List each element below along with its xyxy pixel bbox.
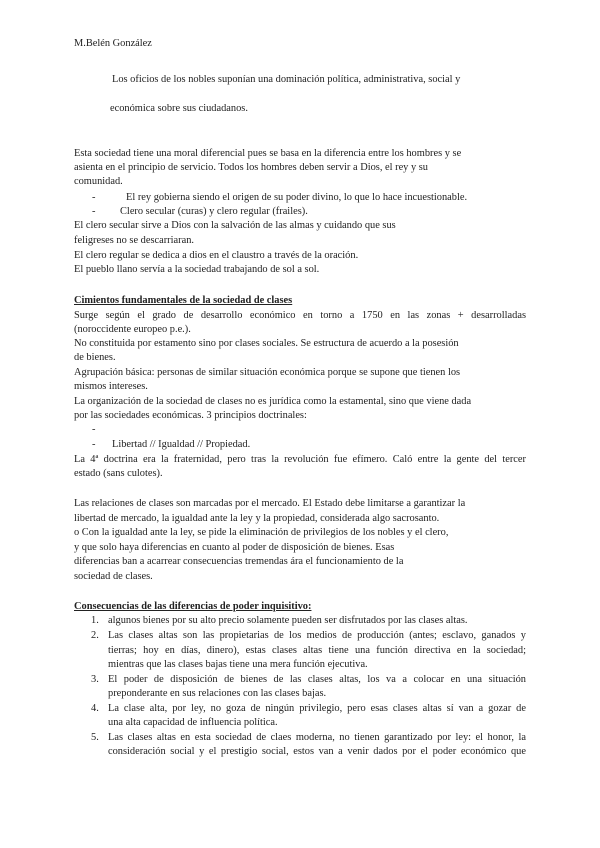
body-line: o Con la igualdad ante la ley, se pide la eliminación de privilegios de los nobles y el clero, [74,527,449,538]
list-number: 5. [91,732,99,743]
section-heading: Cimientos fundamentales de la sociedad de clases [74,295,293,306]
body-line: comunidad. [74,176,123,187]
body-line: y que solo haya diferencias en cuanto al poder de disposición de bienes. Esas [74,542,395,553]
body-line: de bienes. [74,352,116,363]
list-item: mientras que las clases bajas tiene una mera función ejecutiva. [108,659,368,670]
body-line: asienta en el principio de servicio. Todos los hombres deben servir a Dios, el rey y su [74,162,429,173]
body-line: mismos intereses. [74,381,148,392]
bullet-text: Libertad // Igualdad // Propiedad. [112,439,251,450]
body-line: (noroccidente europeo p.e.). [74,324,191,335]
intro-line: Los oficios de los nobles suponían una dominación política, administrativa, social y [112,74,461,85]
body-line: Las relaciones de clases son marcadas por el mercado. El Estado debe limitarse a garantizar la [74,498,466,509]
body-line: El pueblo llano servía a la sociedad trabajando de sol a sol. [74,264,320,275]
body-line: El clero regular se dedica a dios en el claustro a través de la oración. [74,250,359,261]
list-item: El poder de disposición de bienes de las clases altas, los va a colocar en una situación [108,674,526,685]
body-line: Surge según el grado de desarrollo económico en torno a 1750 en las zonas + desarrolladas [74,310,526,321]
section-heading: Consecuencias de las diferencias de poder inquisitivo: [74,601,312,612]
body-line: El clero secular sirve a Dios con la salvación de las almas y cuidando que sus [74,220,396,231]
body-line: Esta sociedad tiene una moral diferencial pues se basa en la diferencia entre los hombres y se [74,148,462,159]
list-number: 4. [91,703,99,714]
list-item: consideración social y el prestigio social, estos van a venir dados por el poder económico que [108,746,526,757]
bullet-dash: - [92,206,96,217]
list-item: Las clases altas en esta sociedad de claes moderna, no tienen garantizado por ley: el honor, la [108,732,526,743]
body-line: sociedad de clases. [74,571,153,582]
author-name: M.Belén González [74,38,152,49]
body-line: feligreses no se descarriaran. [74,235,195,246]
body-line: libertad de mercado, la igualdad ante la ley y la propiedad, considerada algo sacrosanto. [74,513,440,524]
body-line: Agrupación básica: personas de similar situación económica porque se supone que tienen los [74,367,461,378]
list-item: La clase alta, por ley, no goza de ningún privilegio, pero esas clases altas sí van a gozar de [108,703,526,714]
body-line: No constituida por estamento sino por clases sociales. Se estructura de acuerdo a la posesión [74,338,459,349]
body-line: por las sociedades económicas. 3 principios doctrinales: [74,410,307,421]
bullet-dash: - [92,192,96,203]
body-line: La organización de la sociedad de clases no es jurídica como la estamental, sino que viene dada [74,396,472,407]
list-number: 3. [91,674,99,685]
body-line: estado (sans culotes). [74,468,163,479]
list-item: Las clases altas son las propietarias de los medios de producción (antes; esclavo, ganados y [108,630,526,641]
body-line: La 4ª doctrina era la fraternidad, pero tras la revolución fue efímero. Caló entre la gente del tercer [74,454,526,465]
list-item: preponderante en sus relaciones con las clases bajas. [108,688,327,699]
list-number: 2. [91,630,99,641]
bullet-dash: - [92,439,96,450]
list-item: algunos bienes por su alto precio solamente pueden ser disfrutados por las clases altas. [108,615,468,626]
bullet-text: Clero secular (curas) y clero regular (frailes). [120,206,308,217]
list-number: 1. [91,615,99,626]
body-line: diferencias ban a acarrear consecuencias tremendas ára el funcionamiento de la [74,556,404,567]
list-item: una alta capacidad de influencia política. [108,717,278,728]
bullet-dash: - [92,424,96,435]
intro-line: económica sobre sus ciudadanos. [110,103,248,114]
list-item: tierras; hoy en días, dinero), estas clases altas tiene una función directiva en la sociedad; [108,645,526,656]
bullet-text: El rey gobierna siendo el origen de su poder divino, lo que lo hace incuestionable. [126,192,468,203]
